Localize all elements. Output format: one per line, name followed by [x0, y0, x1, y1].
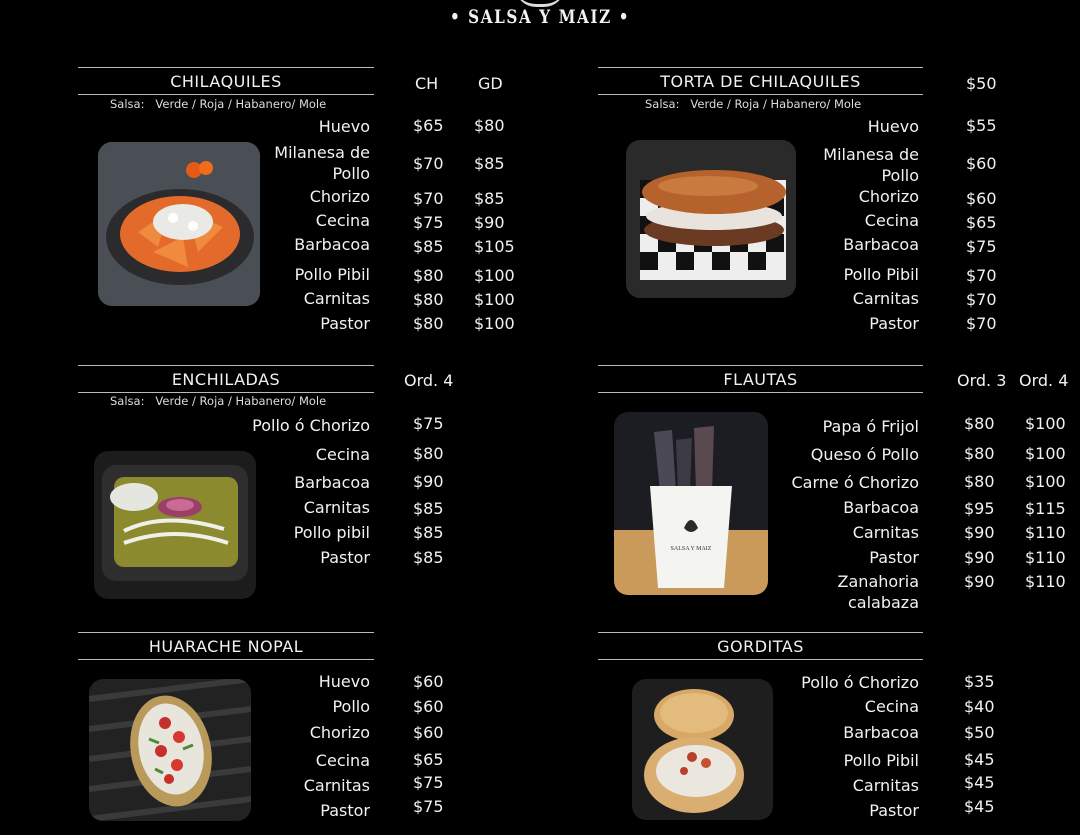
price-ord4: $110 [1025, 523, 1066, 542]
price-ch: $80 [413, 314, 444, 333]
price: $35 [964, 672, 995, 691]
price: $85 [413, 499, 444, 518]
item-pastor: Pastor [320, 548, 370, 567]
salsa-note: Salsa: Verde / Roja / Habanero/ Mole [110, 394, 327, 408]
price: $60 [413, 723, 444, 742]
price-ch: $85 [413, 237, 444, 256]
price-ch: $75 [413, 213, 444, 232]
price-ord4: $100 [1025, 472, 1066, 491]
item-cecina: Cecina [315, 445, 370, 464]
section-title: HUARACHE NOPAL [148, 637, 304, 656]
item-barbacoa: Barbacoa [294, 235, 370, 254]
price: $80 [413, 444, 444, 463]
col-label-ord4: Ord. 4 [404, 371, 454, 390]
item-pollo-chorizo: Pollo ó Chorizo [801, 673, 919, 692]
gorditas-photo [632, 679, 773, 820]
price: $75 [966, 237, 997, 256]
price-ord4: $100 [1025, 414, 1066, 433]
price: $45 [964, 797, 995, 816]
price-ord3: $90 [964, 572, 995, 591]
price: $85 [413, 523, 444, 542]
item-pollo: Pollo [332, 697, 370, 716]
price-gd: $105 [474, 237, 515, 256]
item-pollo-pibil: Pollo Pibil [843, 265, 919, 284]
price: $50 [964, 723, 995, 742]
item-carnitas: Carnitas [852, 289, 919, 308]
price-gd: $90 [474, 213, 505, 232]
price: $70 [966, 266, 997, 285]
price-ord3: $90 [964, 548, 995, 567]
item-carne-chorizo: Carne ó Chorizo [791, 473, 919, 492]
huarache-header [78, 632, 374, 660]
col-label-ch: CH [415, 74, 439, 93]
item-barbacoa: Barbacoa [843, 723, 919, 742]
price-gd: $100 [474, 314, 515, 333]
chilaquiles-header [78, 67, 374, 95]
price-ch: $80 [413, 290, 444, 309]
item-chorizo: Chorizo [309, 187, 370, 206]
price: $45 [964, 773, 995, 792]
section-title: CHILAQUILES [170, 72, 282, 91]
price-ord3: $80 [964, 414, 995, 433]
item-pollo-pibil: Pollo Pibil [294, 265, 370, 284]
price-ord4: $100 [1025, 444, 1066, 463]
item-pastor: Pastor [869, 314, 919, 333]
price: $55 [966, 116, 997, 135]
item-papa-frijol: Papa ó Frijol [822, 417, 919, 436]
price-gd: $85 [474, 189, 505, 208]
item-barbacoa: Barbacoa [843, 498, 919, 517]
price-ord3: $95 [964, 499, 995, 518]
flautas-photo [614, 412, 768, 595]
price-ord3: $90 [964, 523, 995, 542]
price-ord4: $110 [1025, 548, 1066, 567]
gorditas-header [598, 632, 923, 660]
item-milanesa: Milanesa de Pollo [274, 143, 370, 183]
price-ch: $80 [413, 266, 444, 285]
item-carnitas: Carnitas [303, 498, 370, 517]
price-gd: $100 [474, 290, 515, 309]
torta-header [598, 67, 923, 95]
brand-name: • SALSA Y MAIZ • [449, 6, 631, 28]
price-gd: $85 [474, 154, 505, 173]
svg-text:SALSA Y MAIZ: SALSA Y MAIZ [670, 546, 712, 552]
item-cecina: Cecina [315, 211, 370, 230]
price: $60 [966, 189, 997, 208]
item-cecina: Cecina [864, 697, 919, 716]
item-chorizo: Chorizo [858, 187, 919, 206]
item-cecina: Cecina [315, 751, 370, 770]
price-ord3: $80 [964, 444, 995, 463]
price-gd: $80 [474, 116, 505, 135]
price: $60 [966, 154, 997, 173]
item-pollo-pibil: Pollo Pibil [843, 751, 919, 770]
item-pastor: Pastor [320, 801, 370, 820]
item-huevo: Huevo [318, 672, 370, 691]
price: $40 [964, 697, 995, 716]
salsa-note: Salsa: Verde / Roja / Habanero/ Mole [645, 97, 862, 111]
col-label-gd: GD [478, 74, 503, 93]
price: $75 [413, 773, 444, 792]
col-label-ord4: Ord. 4 [1019, 371, 1069, 390]
item-queso-pollo: Queso ó Pollo [810, 445, 919, 464]
item-cecina: Cecina [864, 211, 919, 230]
chilaquiles-photo [98, 142, 260, 306]
price-ord4: $110 [1025, 572, 1066, 591]
price-ord4: $115 [1025, 499, 1066, 518]
item-carnitas: Carnitas [852, 776, 919, 795]
price: $75 [413, 797, 444, 816]
section-title: ENCHILADAS [171, 370, 281, 389]
price: $90 [413, 472, 444, 491]
price-ch: $70 [413, 154, 444, 173]
torta-photo [626, 140, 796, 298]
enchiladas-header [78, 365, 374, 393]
item-carnitas: Carnitas [852, 523, 919, 542]
item-carnitas: Carnitas [303, 289, 370, 308]
price-gd: $100 [474, 266, 515, 285]
item-pollo-chorizo: Pollo ó Chorizo [252, 416, 370, 435]
item-pastor: Pastor [320, 314, 370, 333]
price: $65 [966, 213, 997, 232]
price: $65 [413, 750, 444, 769]
section-title: FLAUTAS [723, 370, 798, 389]
item-milanesa: Milanesa de Pollo [823, 145, 919, 185]
col-label-ord3: Ord. 3 [957, 371, 1007, 390]
price-ch: $70 [413, 189, 444, 208]
huarache-photo [89, 679, 251, 821]
item-zanahoria-calabaza: Zanahoria calabaza [837, 572, 919, 612]
enchiladas-photo [94, 451, 256, 599]
price: $70 [966, 314, 997, 333]
item-barbacoa: Barbacoa [294, 473, 370, 492]
price: $60 [413, 697, 444, 716]
torta-base-price: $50 [966, 74, 997, 93]
item-pastor: Pastor [869, 548, 919, 567]
price: $60 [413, 672, 444, 691]
item-huevo: Huevo [318, 117, 370, 136]
flautas-header [598, 365, 923, 393]
price: $45 [964, 750, 995, 769]
salsa-note: Salsa: Verde / Roja / Habanero/ Mole [110, 97, 327, 111]
price: $75 [413, 414, 444, 433]
item-chorizo: Chorizo [309, 723, 370, 742]
item-barbacoa: Barbacoa [843, 235, 919, 254]
item-pollo-pibil: Pollo pibil [293, 523, 370, 542]
section-title: GORDITAS [717, 637, 804, 656]
price-ord3: $80 [964, 472, 995, 491]
section-title: TORTA DE CHILAQUILES [660, 72, 861, 91]
price: $70 [966, 290, 997, 309]
item-carnitas: Carnitas [303, 776, 370, 795]
item-pastor: Pastor [869, 801, 919, 820]
item-huevo: Huevo [867, 117, 919, 136]
price-ch: $65 [413, 116, 444, 135]
price: $85 [413, 548, 444, 567]
